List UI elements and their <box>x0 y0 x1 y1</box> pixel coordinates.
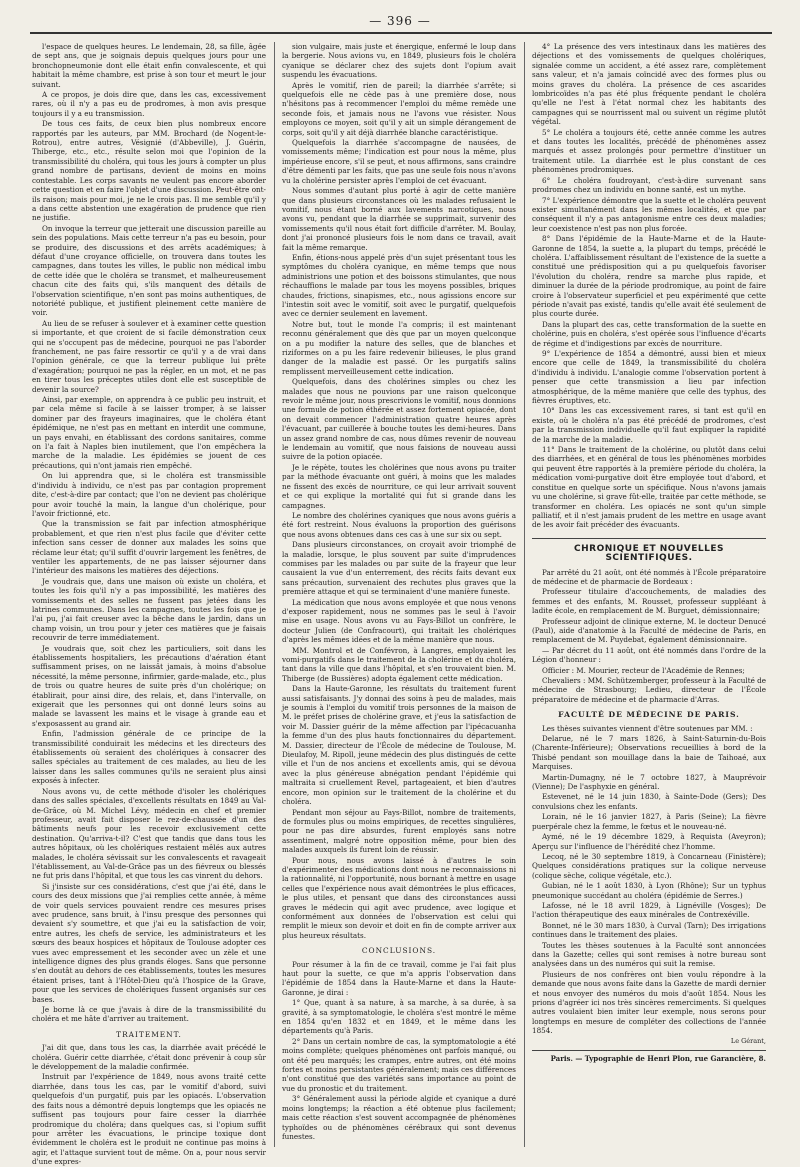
paragraph: Je le répète, toutes les cholérines que nous avons pu traiter par la méthode évacuante ont guéri, à moins que les malades ne fissent des excès de nourriture, ce qui leur arrivait souvent et ce qui explique la mortalité qui fut si grande dans les campagnes. <box>282 462 516 510</box>
paragraph: La médication que nous avons employée et que nous venons d'exposer rapidement, nous ne sommes pas le seul à l'avoir mise en usage. Nous avons vu au Fays-Billot un confrère, le docteur Julien (de Confracourt), qui traitait les cholériques d'après les mêmes idées et de la même manière que nous. <box>282 597 516 645</box>
paragraph: l'espace de quelques heures. Le lendemain, 28, sa fille, âgée de sept ans, que je soignais depuis quelques jours pour une bronchopneumonie dont elle était enfin convalescente, et qui habitait la même chambre, est prise à son tour et meurt le jour suivant. <box>32 42 266 89</box>
paragraph: Le nombre des cholérines cyaniques que nous avons guéris a été fort restreint. Nous évaluons la proportion des guérisons que nous avons obtenues dans ces cas à une sur six ou sept. <box>282 510 516 539</box>
paragraph: Instruit par l'expérience de 1849, nous avons traité cette diarrhée, dans tous les cas, par le vomitif d'abord, suivi quelquefois d'un purgatif, puis par les opiacés. L'observation des faits nous a démontré depuis longtemps que les opiacés ne suffisent pas toujours pour faire cesser la diarrhée prodromique du choléra; dans quelques cas, si l'opium suffit pour arrêter les évacuations, le principe toxique dont évidemment le choléra est le produit ne continue pas moins à agir, et l'attaque survient tout de même. On a, pour nous servir d'une expres- <box>32 1072 266 1167</box>
paragraph: Estevenet, né le 14 juin 1830, à Sainte-Dode (Gers); Des convulsions chez les enfants. <box>532 792 766 811</box>
paragraph: Au lieu de se refuser à soulever et à examiner cette question si importante, et que croient de si facile démonstration ceux qui ne s'occupent pas de médecine, pourquoi ne pas l'aborder franchement, ne pas faire ressortir ce qu'il y a de vrai dans l'opinion générale, ce que la terreur publique lui prête d'exagération; pourquoi ne pas la régler, en un mot, et ne pas en tirer tous les préceptes utiles dont elle est susceptible de devenir la source? <box>32 318 266 394</box>
paragraph: On lui apprendra que, si le choléra est transmissible d'individu à individu, ce n'est pas par contagion proprement dite, c'est-à-dire par contact; que l'on ne devient pas cholérique pour avoir touché la main, la langue d'un cholérique, pour l'avoir frictionné, etc. <box>32 471 266 518</box>
paragraph: Dans plusieurs circonstances, on croyait avoir triomphé de la maladie, lorsque, le plus souvent par suite d'imprudences commises par les malades ou par suite de la frayeur que leur causaient la vue d'un enterrement, des récits faits devant eux sans précaution, survenaient des rechutes plus graves que la première attaque et qui se terminaient d'une manière funeste. <box>282 540 516 597</box>
paragraph: Enfin, étions-nous appelé près d'un sujet présentant tous les symptômes du choléra cyanique, en même temps que nous administrions une potion et des boissons stimulantes, que nous réchauffions le malade par tous les moyens possibles, briques chaudes, frictions, sinapismes, etc., nous agissions encore sur l'intestin soit avec le vomitif, soit avec le purgatif, quelquefois avec ce dernier seulement en lavement. <box>282 252 516 319</box>
paragraph: Les thèses suivantes viennent d'être soutenues par MM. : <box>542 723 753 733</box>
paragraph: Lafosse, né le 18 avril 1829, à Lignéville (Vosges); De l'action thérapeutique des eaux minérales de Contrexéville. <box>532 900 766 920</box>
paragraph: 11° Dans le traitement de la cholérine, ou plutôt dans celui des diarrhées, et en général de tous les phénomènes morbides qui peuvent être rapportés à la première période du choléra, la médication vomi-purgative doit être employée tout d'abord, et constitue en quelque sorte un spécifique. Nous n'avons jamais vu une cholérine, si grave fût-elle, traitée par cette méthode, se transformer en choléra. Les opiacés ne sont qu'un simple palliatif, et il n'est jamais prudent de les mettre en usage avant de les avoir fait précéder des évacuants. <box>532 445 766 530</box>
paragraph: Officier : M. Mourier, recteur de l'Académie de Rennes; <box>542 665 745 675</box>
le-gerant: Le Gérant, <box>730 1036 766 1045</box>
paragraph: Quelquefois la diarrhée s'accompagne de nausées, de vomissements même; l'indication est pour nous la même, plus impérieuse encore, s'il se peut, et nous affirmons, sans craindre d'être démenti par les faits, que pas une seule fois nous n'avons vu la cholérine persister après l'emploi de cet évacuant. <box>282 138 516 185</box>
paragraph: 8° Dans l'épidémie de la Haute-Marne et de la Haute-Garonne de 1854, la suette a, la plupart du temps, précédé le choléra. L'affaiblissement résultant de l'existence de la suette a constitué une prédisposition qui a pu quelquefois favoriser l'évolution du choléra, rendre sa marche plus rapide, et diminuer la durée de la période prodromique, au point de faire croire à l'observateur superficiel et peu expérimenté que cette période n'avait pas existé, tandis qu'elle avait été seulement de plus courte durée. <box>532 234 766 319</box>
paragraph: Quelquefois, dans des cholérines simples ou chez les malades que nous ne pouvions par une raison quelconque revoir le même jour, nous prescrivions le vomitif, nous donnions une formule de potion éthérée et assez fortement opiacée, dont on devait commencer l'administration quatre heures après l'évacuant, par cuillerée à bouche toutes les demi-heures. Dans un assez grand nombre de cas, nous dûmes revenir de nouveau le lendemain au vomitif, que nous faisions de nouveau aussi suivre de la potion opiacée. <box>282 377 516 462</box>
paragraph: A ce propos, je dois dire que, dans les cas, excessivement rares, où il n'y a pas eu de prodromes, à mon avis presque toujours il y a eu transmission. <box>32 90 266 118</box>
paragraph: Pour nous, nous avons laissé à d'autres le soin d'expérimenter des médications dont nous ne reconnaissions ni la rationnalité, ni l'opportunité, nous bornant à mettre en usage celles que l'expérience nous avait démontrées le plus efficaces, le plus utiles, et pensant que dans des circonstances aussi graves le médecin qui agit avec prudence, avec logique et conformément aux données de l'observation est celui qui remplit le mieux son devoir et doit en fin de compte arriver aux plus heureux résultats. <box>282 855 516 940</box>
paragraph: Enfin, l'admission générale de ce principe de la transmissibilité conduirait les médecins et les directeurs des établissements où seraient des cholériques à consacrer des salles spéciales au traitement de ces malades, au lieu de les laisser dans les salles communes qu'ils ne seraient plus ainsi exposés à infecter. <box>32 729 266 786</box>
paragraph: 10° Dans les cas excessivement rares, si tant est qu'il en existe, où le choléra n'a pas été précédé de prodromes, c'est par la transmission individuelle qu'il faut expliquer la rapidité de la marche de la maladie. <box>532 406 766 444</box>
paragraph: 4° La présence des vers intestinaux dans les matières des déjections et des vomissements de quelques cholériques, signalée comme un accident, a été assez rare, complètement sans valeur, et n'a jamais coïncidé avec des formes plus ou moins graves du choléra. La présence de ces ascarides lombricoïdes n'a pas été plus fréquente pendant le choléra qu'elle ne l'est à l'état normal chez les habitants des campagnes qui se nourrissent mal ou suivent un régime plutôt végétal. <box>532 42 766 127</box>
paragraph: On invoque la terreur que jetterait une discussion pareille au sein des populations. Mais cette terreur n'a pas eu besoin, pour se produire, des discussions et des arrêts académiques; à défaut d'une croyance officielle, on trouvera dans toutes les campagnes, dans toutes les villes, le public non médical imbu de cette idée que le choléra se transmet, et malheureusement chacun cite des faits qui, s'ils manquent des détails de l'observation scientifique, n'en sont pas moins authentiques, de notoriété publique, et justifient pleinement cette manière de voir. <box>32 223 266 318</box>
paragraph: Plusieurs de nos confrères ont bien voulu répondre à la demande que nous avons faite dans la Gazette de mardi dernier et nous envoyer des numéros du mois d'août 1854. Nous les prions d'agréer ici nos très sincères remerciments. Si quelques autres voulaient bien imiter leur exemple, nous serons pour longtemps en mesure de compléter des collections de l'année 1854. <box>532 969 766 1036</box>
paragraph: Je borne là ce que j'avais à dire de la transmissibilité du choléra et me hâte d'arriver au traitement. <box>32 1005 266 1024</box>
printer-footer: Paris. — Typographie de Henri Plon, rue Garancière, 8. <box>532 1050 766 1063</box>
section-heading: TRAITEMENT. <box>116 1029 182 1039</box>
paragraph: Je voudrais que, soit chez les particuliers, soit dans les établissements hospitaliers, les précautions d'aération étant suffisamment prises, on ne laissât jamais, à moins d'absolue nécessité, la même personne, infirmier, garde-malade, etc., plus de trois ou quatre heures de suite près d'un cholérique; on établirait, pour ainsi dire, des relais, et, dans l'intervalle, on exigerait que les personnes qui ont donné leurs soins au malade se lavassent les mains et le visage à grande eau et s'exposassent au grand air. <box>32 643 266 728</box>
column-divider <box>524 42 525 1147</box>
paragraph: Pour résumer à la fin de ce travail, comme je l'ai fait plus haut pour la suette, ce que m'a appris l'observation dans l'épidémie de 1854 dans la Haute-Marne et dans la Haute-Garonne, je dirai : <box>282 959 516 997</box>
paragraph: Ainsi, par exemple, on apprendra à ce public peu instruit, et par cela même si facile à se laisser tromper, à se laisser dominer par des frayeurs imaginaires, que le choléra étant épidémique, ne n'est pas en mettant en interdit une commune, un pays envahi, en établissant des cordons sanitaires, comme on l'a fait à Naples bien inutilement, que l'on empêchera la marche de la maladie. Les épidémies se jouent de ces précautions, qui n'ont jamais rien empêché. <box>32 395 266 470</box>
column-3 <box>532 42 766 1147</box>
paragraph: Dans la Haute-Garonne, les résultats du traitement furent aussi satisfaisants. J'y donnai des soins à peu de malades, mais je soumis à l'emploi du vomitif trois personnes de la maison de M. le préfet prises de cholérine grave, et j'eus la satisfaction de voir M. Dassier guérir de la même affection par l'ipécacuanha la femme d'un des plus hauts fonctionnaires du département. M. Dassier, directeur de l'École de médecine de Toulouse, M. Dieulafoy, M. Ripoll, jeune médecin des plus distingués de cette ville et l'un de nos anciens et excellents amis, qui se dévoua avec la plus généreuse abnégation pendant l'épidémie qui maltraita si cruellement Revel, partageaient, et bien d'autres encore, mon opinion sur le traitement de la cholérine et du choléra. <box>282 684 516 807</box>
paragraph: Que la transmission se fait par infection atmosphérique probablement, et que rien n'est plus facile que d'éviter cette infection sans cesser de donner aux malades les soins que réclame leur état; qu'il suffit d'ouvrir largement les fenêtres, de ventiler les appartements, de ne pas laisser séjourner dans l'intérieur des maisons les matières des déjections. <box>32 519 266 576</box>
paragraph: Si j'insiste sur ces considérations, c'est que j'ai été, dans le cours des deux missions que j'ai remplies cette année, à même de voir quels services pouvaient rendre ces mesures prises avec prudence, sans bruit, à l'insu presque des personnes qui devaient s'y soumettre, et que j'ai eu la satisfaction de voir, entre autres, les chefs de service, les administrateurs et les sœurs des beaux hospices et hôpitaux de Toulouse adopter ces vues avec empressement et les seconder avec un zèle et une intelligence dignes des plus grands éloges. Sans que personne s'en doutât au dehors de ces établissements, toutes les mesures étaient prises, tant à l'Hôtel-Dieu qu'à l'hospice de la Grave, pour que les services de cholériques fussent organisés sur ces bases. <box>32 881 266 1004</box>
paragraph: 9° L'expérience de 1854 a démontré, aussi bien et mieux encore que celle de 1849, la transmissibilité du choléra d'individu à individu. L'analogie comme l'observation portent à penser que cette transmission a lieu par infection atmosphérique, de la même manière que celle des typhus, des fièvres éruptives, etc. <box>532 349 766 406</box>
paragraph: Je voudrais que, dans une maison où existe un choléra, et toutes les fois qu'il n'y a pas impossibilité, les matières des vomissements et des selles ne fussent pas jetées dans les latrines communes. Dans les campagnes, toutes les fois que je l'ai pu, j'ai fait creuser avec la bêche dans le jardin, dans un champ voisin, un trou pour y jeter ces matières que je faisais recouvrir de terre immédiatement. <box>32 576 266 643</box>
section-heading: CONCLUSIONS. <box>361 946 437 956</box>
paragraph: Dans la plupart des cas, cette transformation de la suette en cholérine, puis en choléra, s'est opérée sous l'influence d'écarts de régime et d'indigestions par excès de nourriture. <box>532 319 766 348</box>
column-divider <box>274 42 275 1147</box>
faculte-heading: FACULTÉ DE MÉDECINE DE PARIS. <box>558 710 740 720</box>
paragraph: Pendant mon séjour au Fays-Billot, nombre de traitements, de formules plus ou moins empiriques, de recettes singulières, pour ne pas dire absurdes, furent employés sans notre assentiment, malgré notre opposition même, pour bien des malades auxquels ils furent loin de réussir. <box>282 807 516 855</box>
column-1 <box>32 42 266 1167</box>
top-rule <box>30 32 772 34</box>
paragraph: MM. Montrol et de Confévron, à Langres, employaient les vomi-purgatifs dans le traitement de la cholérine et du choléra, tant dans la ville que dans l'hôpital, et s'en trouvaient bien. M. Thiberge (de Bussières) adopta également cette médication. <box>282 645 516 683</box>
paragraph: — Par décret du 11 août, ont été nommés dans l'ordre de la Légion d'honneur : <box>532 645 766 665</box>
paragraph: Professeur titulaire d'accouchements, de maladies des femmes et des enfants, M. Rousset, professeur suppléant à ladite école, en remplacement de M. Burguet, démissionnaire; <box>532 587 766 616</box>
paragraph: Delarue, né le 7 mars 1826, à Saint-Saturnin-du-Bois (Charente-Inférieure); Observations recueillies à bord de la Thisbé pendant son mouillage dans la baie de Taihoaé, aux Marquises. <box>532 734 766 772</box>
paragraph: 2° Dans un certain nombre de cas, la symptomatologie a été moins complète; quelques phénomènes ont parfois manqué, ou ont été peu marqués; les crampes, entre autres, ont été moins fortes et moins persistantes généralement; mais ces différences n'ont constitué que des variétés sans importance au point de vue du pronostic et du traitement. <box>282 1036 516 1093</box>
paragraph: Chevaliers : MM. Schützemberger, professeur à la Faculté de médecine de Strasbourg; Ledieu, directeur de l'École préparatoire de médecine et de pharmacie d'Arras. <box>532 676 767 704</box>
paragraph: Martin-Dumagny, né le 7 octobre 1827, à Mauprévoir (Vienne); De l'asphyxie en général. <box>532 772 766 792</box>
page-number: — 396 — <box>369 14 431 28</box>
paragraph: Lorain, né le 16 janvier 1827, à Paris (Seine); La fièvre puerpérale chez la femme, le fœtus et le nouveau-né. <box>532 812 766 831</box>
chronique-heading: CHRONIQUE ET NOUVELLES SCIENTIFIQUES. <box>532 538 766 564</box>
paragraph: 1° Que, quant à sa nature, à sa marche, à sa durée, à sa gravité, à sa symptomatologie, le choléra s'est montré le même en 1854 qu'en 1832 et en 1849, et le même dans les départements qu'à Paris. <box>282 998 516 1036</box>
column-2 <box>282 42 516 1147</box>
paragraph: Lecoq, né le 30 septembre 1819, à Concarneau (Finistère); Quelques considérations pratiques sur la colique nerveuse (colique sèche, colique végétale, etc.). <box>532 851 766 880</box>
paragraph: Aymé, né le 19 décembre 1829, à Requista (Aveyron); Aperçu sur l'influence de l'hérédité chez l'homme. <box>532 832 766 851</box>
paragraph: Par arrêté du 21 août, ont été nommés à l'École préparatoire de médecine et de pharmacie de Bordeaux : <box>532 567 766 586</box>
paragraph: sion vulgaire, mais juste et énergique, enfermé le loup dans la bergerie. Nous avions vu, en 1849, plusieurs fois le choléra cyanique se déclarer chez des sujets dont l'opium avait suspendu les évacuations. <box>282 42 516 80</box>
paragraph: Toutes les thèses soutenues à la Faculté sont annoncées dans la Gazette; celles qui sont remises à notre bureau sont analysées dans un des numéros qui suit la remise. <box>532 940 766 969</box>
paragraph: Bonnet, né le 30 mars 1830, à Curval (Tarn); Des irrigations continues dans le traitement des plaies. <box>532 920 766 940</box>
paragraph: De tous ces faits, de ceux bien plus nombreux encore rapportés par les auteurs, par MM. Brochard (de Nogent-le-Rotrou), entre autres, Vésignié (d'Abbeville), J. Guérin, Thiberge, etc., etc., résulte selon moi que l'opinion de la transmissibilité du choléra, qui tous les jours à compter un plus grand nombre de partisans, devient de moins en moins contestable. Les corps savants ne veulent pas encore aborder cette question et en faire l'objet d'une discussion. Peut-être ont-ils raison; mais pour moi, je ne le crois pas. Il me semble qu'il y a dans cette abstention une exagération de prudence que rien ne justifie. <box>32 119 266 223</box>
paragraph: J'ai dit que, dans tous les cas, la diarrhée avait précédé le choléra. Guérir cette diarrhée, c'était donc prévenir à coup sûr le développement de la maladie confirmée. <box>32 1043 266 1072</box>
paragraph: Professeur adjoint de clinique externe, M. le docteur Denucé (Paul), aide d'anatomie à la Faculté de médecine de Paris, en remplacement de M. Puydebat, également démissionnaire. <box>532 616 766 645</box>
paragraph: 6° Le choléra foudroyant, c'est-à-dire survenant sans prodromes chez un individu en bonne santé, est un mythe. <box>532 175 766 195</box>
paragraph: Nous avons vu, de cette méthode d'isoler les cholériques dans des salles spéciales, d'excellents résultats en 1849 au Val-de-Grâce, où M. Michel Lévy, médecin en chef et premier professeur, avait fait disposer le rez-de-chaussée d'un des bâtiments neufs pour les recevoir exclusivement cette destination. Qu'arriva-t-il? C'est que tandis que dans tous les autres hôpitaux, où les cholériques restaient mêlés aux autres malades, le choléra sévissait sur les convalescents et ravageait l'établissement, au Val-de-Grâce pas un des fiévreux ou blessés ne fut pris dans l'hôpital, et que tous les cas vinrent du dehors. <box>32 786 266 881</box>
paragraph: Gubian, né le 1 août 1830, à Lyon (Rhône); Sur un typhus pneumonique succédant au choléra (épidémie de Serres.) <box>532 881 766 900</box>
paragraph: 5° Le choléra a toujours été, cette année comme les autres et dans toutes les localités, précédé de phénomènes assez marqués et assez prolongés pour permettre d'instituer un traitement utile. La diarrhée est le plus constant de ces phénomènes prodromiques. <box>532 127 766 175</box>
paragraph: 3° Généralement aussi la période algide et cyanique a duré moins longtemps; la réaction a été obtenue plus facilement; mais cette réaction s'est souvent accompagnée de phénomènes typhoïdes ou de phénomènes cérébraux qui sont devenus funestes. <box>282 1094 516 1141</box>
paragraph: 7° L'expérience démontre que la suette et le choléra peuvent exister simultanément dans les mêmes localités, et que par conséquent il n'y a pas antagonisme entre ces deux maladies; leur coexistence n'est pas non plus forcée. <box>532 195 766 233</box>
paragraph: Nous sommes d'autant plus porté à agir de cette manière que dans plusieurs circonstances où les malades refusaient le vomitif, nous étant borné aux lavements narcotiques, nous avons vu, pendant que la diarrhée se supprimait, survenir des vomissements qu'il nous était fort difficile d'arrêter. M. Boulay, dont j'ai prononcé plusieurs fois le nom dans ce travail, avait fait la même remarque. <box>282 186 516 252</box>
paragraph: Après le vomitif, rien de pareil; la diarrhée s'arrête; si quelquefois elle ne cède pas à une première dose, nous n'hésitons pas à recommencer l'emploi du même remède une seconde fois, et jamais nous ne l'avons vue résister. Nous employons ce moyen, soit qu'il y ait un simple dérangement de corps, soit qu'il y ait déjà diarrhée blanche caractéristique. <box>282 80 516 137</box>
paragraph: Notre but, tout le monde l'a compris; il est maintenant reconnu généralement que dès que par un moyen quelconque on a pu modifier la nature des selles, que de blanches et riziformes on a pu les faire redevenir bilieuses, le plus grand danger de la maladie est passé. Or les purgatifs salins remplissent merveilleusement cette indication. <box>282 319 516 376</box>
